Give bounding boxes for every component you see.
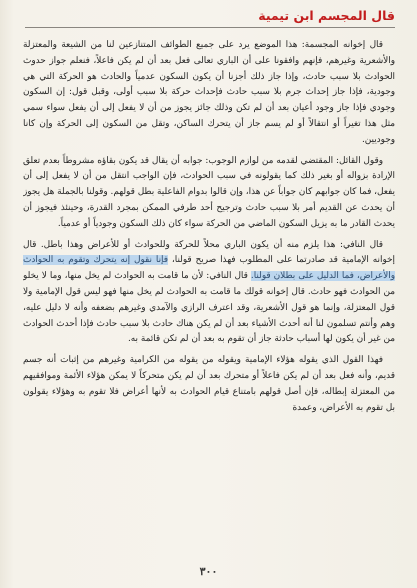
body-text <box>23 38 395 558</box>
paragraph-3 <box>23 238 395 349</box>
highlighted-passage[interactable]: فإنا نقول إنه يتحرك وتقوم به الحوادث والأعراض، فما الدليل على بطلان قولنا. <box>23 255 395 282</box>
paragraph-4-text: فهذا القول الذي يقوله هؤلاء الإمامية ويقوله من يقوله من الكرامية وغيرهم من إثبات أنه جسم قديم، وأنه فعل بعد أن لم يكن فاعلاً أو متحرك بعد أن لم يكن متحركاً لا يمكن هؤلاء الأئمة وموافقيهم من المعتزلة إبطاله، فإن أصل قولهم بامتناع قيام الحوادث به لأنها أعراض فلا تقوم به وهؤلاء يقولون بل تقوم به الأعراض، وعمدة <box>23 355 395 413</box>
paragraph-3-continuation: قال النافي: لأن ما قامت به الحوادث لم يخل منها، وما لا يخلو من الحوادث فهو حادث. قال إخوانه قولك ما قامت به الحوادث لم يخل منها فهو ليس قول الإمامية ولا قول المعتزلة، وإنما هو قول الأشعرية، وقد اعترف الرازي والآمدي وغيرهم بضعفه وأنه لا دليل عليه، وهم وأنتم تسلمون لنا أنه أحدث الأشياء بعد أن لم يكن هناك حادث بلا سبب حادث فإذا أحدث الحوادث من غير أن يكون لها أسباب حادثة جاز أن تقوم به بعد أن لم تكن قائمة به. <box>23 271 395 345</box>
page-number: ٣٠٠ <box>199 565 218 578</box>
paragraph-4 <box>23 353 395 416</box>
page-header <box>25 6 395 30</box>
header-title: قال المجسم ابن تيمية <box>258 8 395 23</box>
header-rule <box>25 27 395 28</box>
paragraph-3-text: قال النافي: هذا يلزم منه أن يكون الباري محلاً للحركة وللحوادث أو للأعراض وهذا باطل. قال إخوانه الإمامية قد صادرتما على المطلوب فهذا صريح قولنا، <box>23 239 395 266</box>
paragraph-2 <box>23 154 395 233</box>
paragraph-1-text: قال إخوانه المجسمة: هذا الموضع يرد على جميع الطوائف المتنازعين لنا من الشيعة والمعتزلة والأشعرية وغيرهم، فإنهم وافقونا على أن الباري تعالى فعل بعد أن لم يكن فاعلاً، فنعلم جواز حدوث الحوادث بلا سبب حادث، وإذا جاز ذلك أجزنا أن يكون السكون عدمياً والحادث هو الحركة التي هي وجودية، فإذا جاز إحداث جرم بلا سبب حادث فإحداث حركة بلا سبب أولى، وقبل قول: إن السكون وجودي فإذا جاز وجود أعيان بعد أن لم تكن وذلك جائز يجوز من أن لا يفعل إلى أن يفعل سواء سمي مثل هذا تغيراً أو انتقالاً أو لم يسم جاز أن يتحرك الساكن، وتقل من السكون إلى الحركة وإن كانا وجوديين. <box>23 40 395 145</box>
paragraph-2-text: وقول القائل: المقتضي لقدمه من لوازم الوجوب: جوابه أن يقال قد يكون بقاؤه مشروطاً بعدم تعلق الإرادة بزواله أو بغير ذلك كما يقولونه في سبب الحوادث، فإن الواجب انتقل من أن لا يفعل إلى أن يفعل، فما كان جوابهم كان جواباً عن هذا، وإن قالوا بدوام الفاعلية بطل قولهم. وقولنا بالجملة هل يجوز أن يحدث عن القديم أمر بلا سبب حادث وترجيح أحد طرفي الممكن بمجرد القدرة، وحينئذ فيجوز أن يحدث القادر ما به يزيل السكون الماضي من الحركة سواء كان ذلك السكون وجودياً أو عدمياً. <box>23 155 395 229</box>
paragraph-1 <box>23 38 395 149</box>
